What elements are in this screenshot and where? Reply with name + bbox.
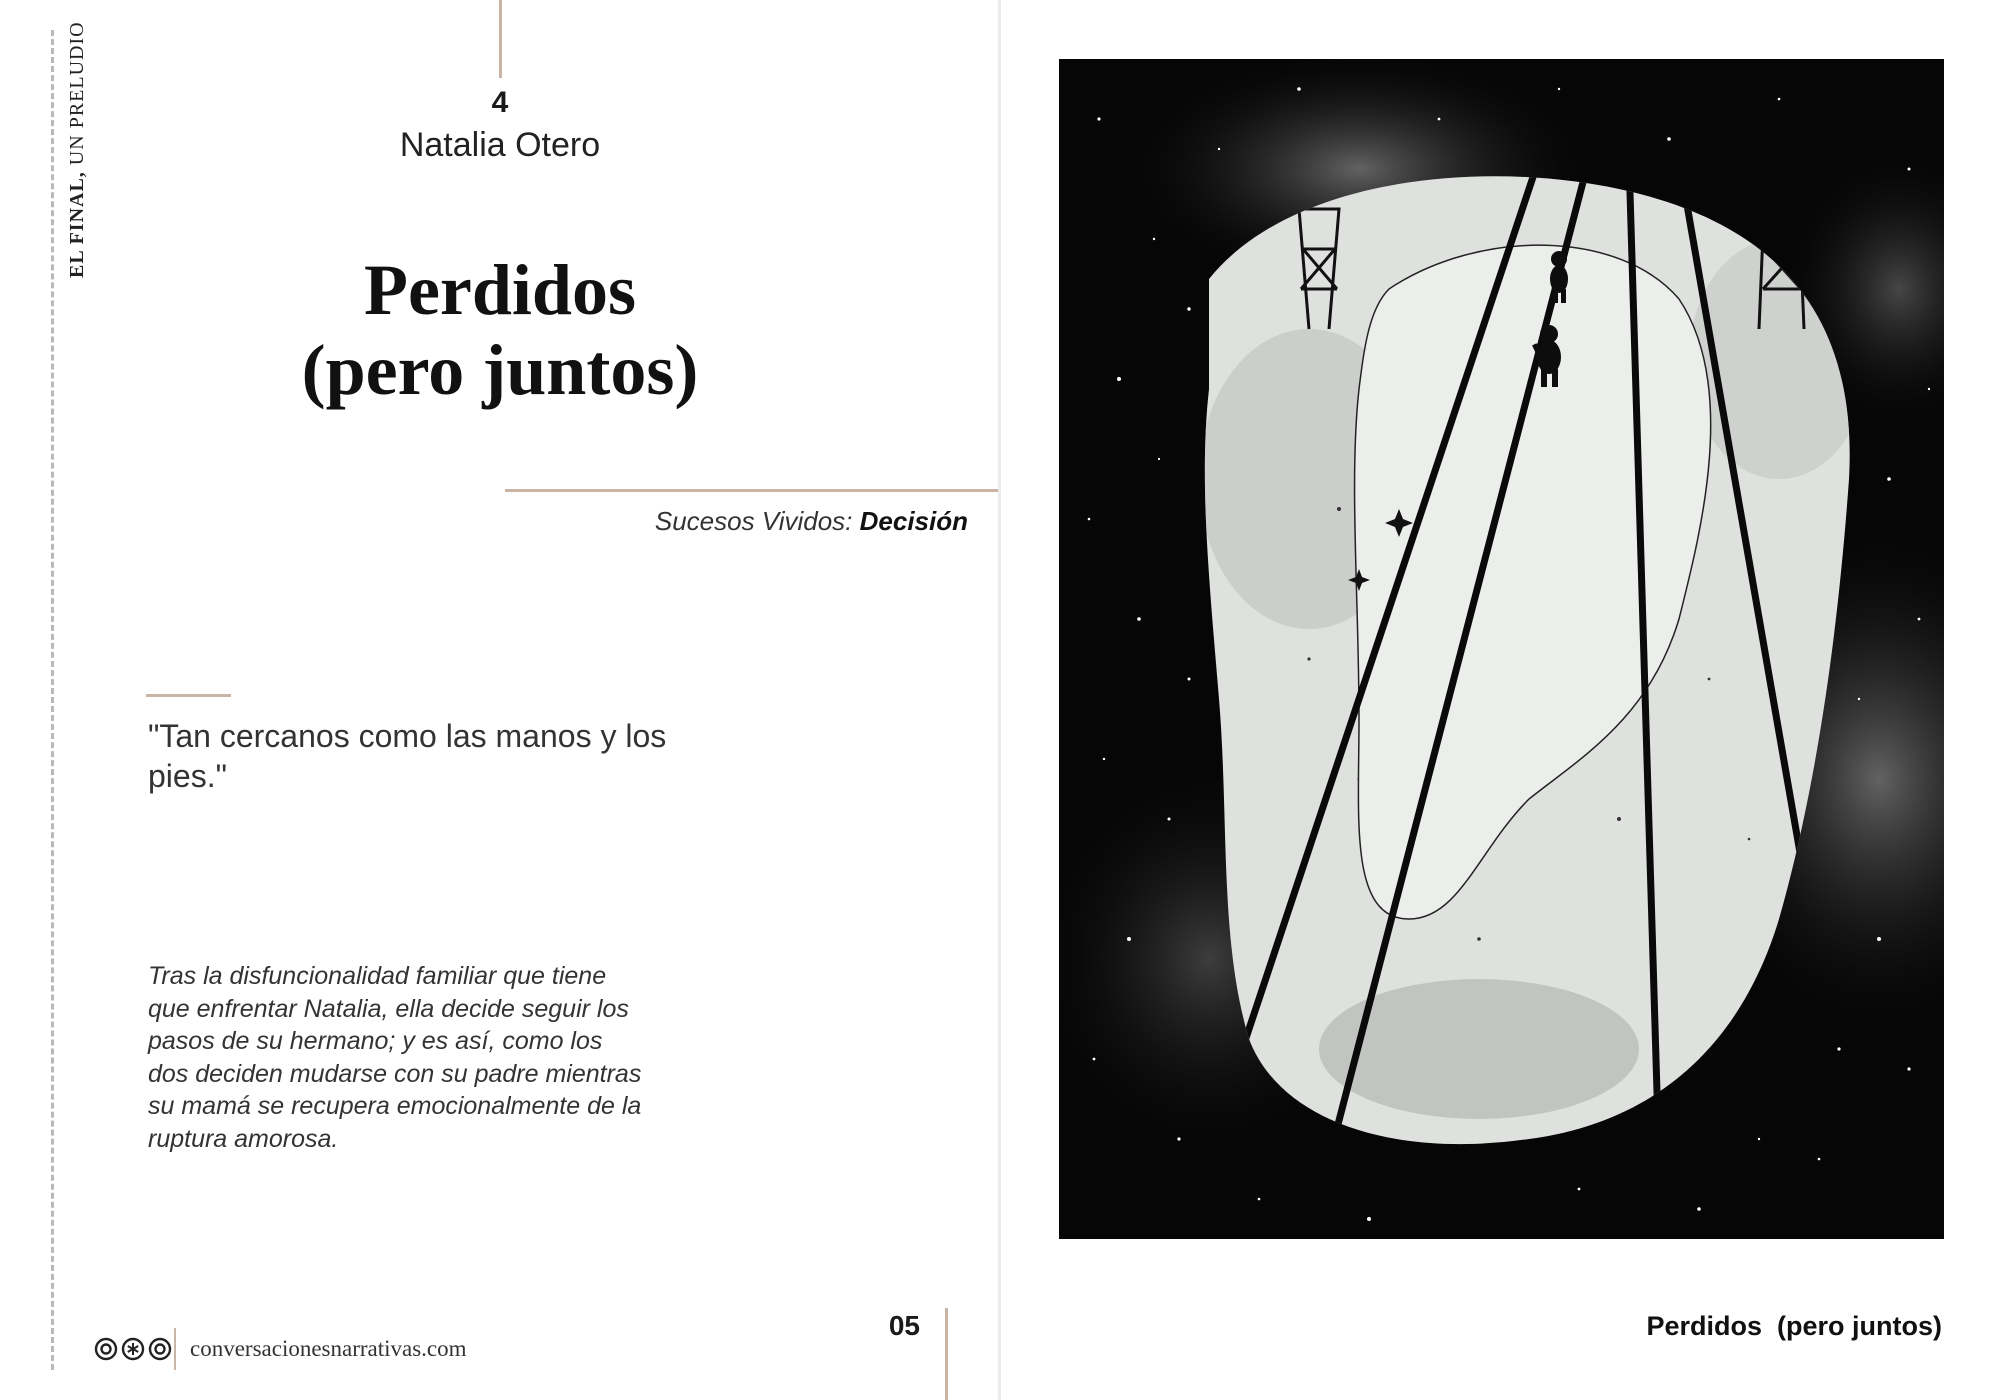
story-title [200,250,800,410]
page-number: 05 [888,1310,920,1341]
three-circles-logo-icon [94,1337,172,1361]
title-divider-rule [505,489,998,492]
top-accent-rule [499,0,502,78]
section-side-label [66,21,89,278]
author-name: Natalia Otero [399,126,601,164]
space-collage-railway-illustration [1059,59,1944,1239]
pull-quote: "Tan cercanos como las manos y los pies." [148,718,667,794]
side-label-rest: UN PRELUDIO [66,21,88,172]
title-line-1: Perdidos [363,250,636,330]
bottom-accent-rule [945,1308,948,1400]
dashed-margin-rule [51,30,54,1370]
story-summary: Tras la disfuncionalidad familiar que tiene que enfrentar Natalia, ella decide seguir los pasos de su hermano; y es así, como los dos deciden mudarse con su padre mientras su mamá se recupera emocionalmente de la ruptura amorosa. [148,962,642,1153]
story-number: 4 [491,86,509,119]
title-line-2: (pero juntos) [301,330,699,410]
side-label-bold: EL FINAL, [66,171,88,278]
website-link[interactable]: conversacionesnarrativas.com [190,1336,467,1361]
right-page [1001,0,2000,1400]
sucesos-label: Sucesos Vividos: [654,506,853,536]
sucesos-value: Decisión [859,506,968,536]
footer-story-title: Perdidos (pero juntos) [1646,1311,1942,1341]
left-page [0,0,998,1400]
quote-accent-rule [146,694,231,697]
sucesos-vividos [468,506,968,537]
footer-divider [174,1328,176,1370]
